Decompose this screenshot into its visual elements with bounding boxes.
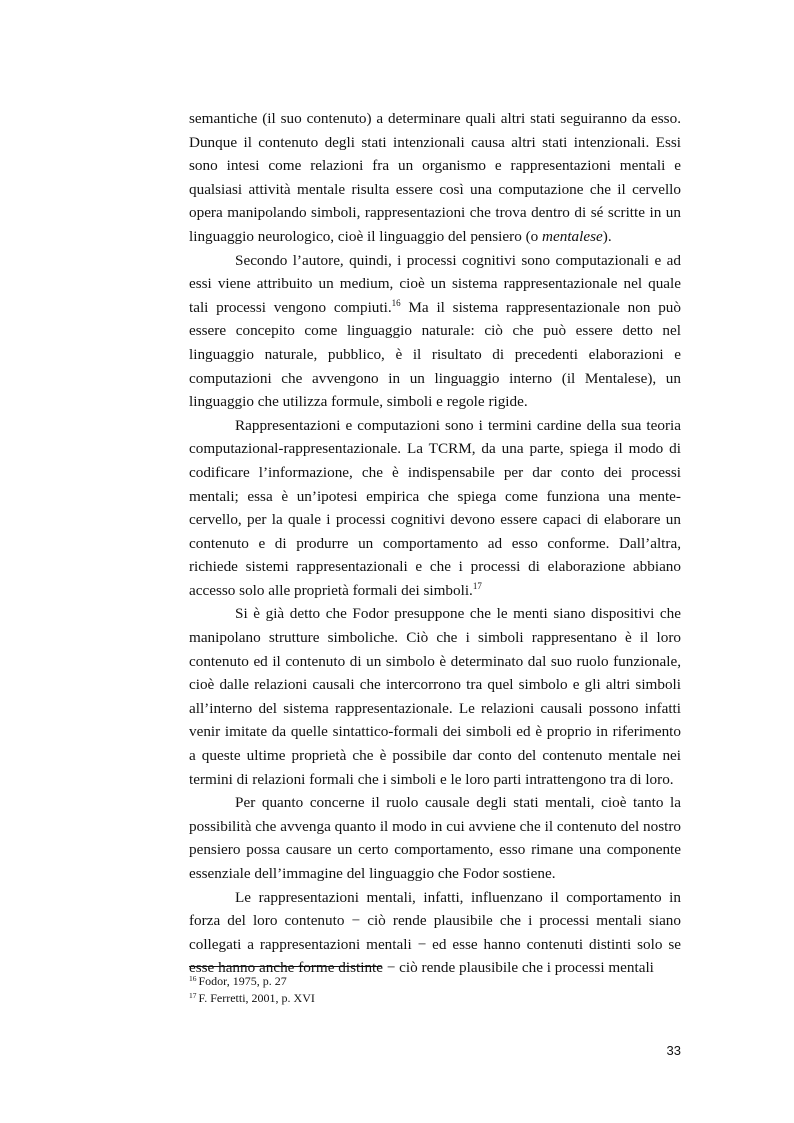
footnote-ref[interactable]: 17 [472,580,482,591]
footnote-number: 16 [189,974,197,983]
paragraph-4 [189,602,681,791]
footnote-divider [189,966,381,967]
paragraph-1 [189,107,681,249]
footnote-item [189,973,681,990]
text-run: Per quanto concerne il ruolo causale degli stati mentali, cioè tanto la possibilità che avvenga quanto il modo in cui avviene che il contenuto del nostro pensiero possa causare un certo comportamento, esso rimane una componente essenziale dell’immagine del linguaggio che Fodor sostiene. [189,794,681,882]
body-text [189,107,681,980]
footnote-text: Fodor, 1975, p. 27 [198,974,287,988]
italic-term: mentalese [542,227,603,245]
text-run: Ma il sistema rappresentazionale non può essere concepito come linguaggio naturale: ciò che può essere detto nel linguaggio naturale, pubblico, è il risultato di precedenti elaborazioni e computazioni che avvengono in un linguaggio interno (il Mentalese), un linguaggio che utilizza formule, simboli e regole rigide. [189,298,681,411]
footnote-text: F. Ferretti, 2001, p. XVI [198,991,315,1005]
text-run: ). [602,227,612,245]
text-run: semantiche (il suo contenuto) a determinare quali altri stati seguiranno da esso. Dunque il contenuto degli stati intenzionali causa altri stati intenzionali. Essi sono intesi come relazioni fra un organismo e rappresentazioni mentali e qualsiasi attività mentale risulta essere così una computazione che il cervello opera manipolando simboli, rappresentazioni che trova dentro di sé scritte in un linguaggio neurologico, cioè il linguaggio del pensiero (o [189,110,681,245]
paragraph-3 [189,414,681,603]
footnotes [189,973,681,1007]
footnote-ref[interactable]: 16 [391,297,401,308]
text-run: Secondo l’autore, quindi, i processi cognitivi sono computazionali e ad essi viene attribuito un medium, cioè un sistema rappresentazionale nel quale tali processi vengono compiuti. [189,251,681,316]
text-run: Rappresentazioni e computazioni sono i termini cardine della sua teoria computazional-rappresentazionale. La TCRM, da una parte, spiega il modo di codificare l’informazione, che è indispensabile per dar conto dei processi mentali; essa è un’ipotesi empirica che spiega come funziona una mente-cervello, per la quale i processi cognitivi devono essere capaci di elaborare un contenuto e di produrre un comportamento ad esso conforme. Dall’altra, richiede sistemi rappresentazionali e che i processi di elaborazione abbiano accesso solo alle proprietà formali dei simboli. [189,416,681,599]
paragraph-5 [189,791,681,885]
footnote-item [189,990,681,1007]
text-run: Le rappresentazioni mentali, infatti, influenzano il comportamento in forza del loro contenuto − ciò rende plausibile che i processi mentali siano collegati a rappresentazioni mentali − ed esse hanno contenuti distinti solo se esse hanno anche forme distinte − ciò rende plausibile che i processi mentali [189,888,681,977]
text-run: Si è già detto che Fodor presuppone che le menti siano dispositivi che manipolano strutture simboliche. Ciò che i simboli rappresentano è il loro contenuto ed il contenuto di un simbolo è determinato dal suo ruolo funzionale, cioè dalle relazioni causali che intercorrono tra quel simbolo e gli altri simboli all’interno del sistema rappresentazionale. Le relazioni causali possono infatti venir imitate da quelle sintattico-formali dei simboli ed è proprio in riferimento a queste ultime proprietà che è possibile dar conto del contenuto mentale nei termini di relazioni formali che i simboli e le loro parti intrattengono tra di loro. [189,605,681,788]
page-number: 33 [666,1043,681,1058]
paragraph-2 [189,249,681,414]
footnote-number: 17 [189,991,197,1000]
